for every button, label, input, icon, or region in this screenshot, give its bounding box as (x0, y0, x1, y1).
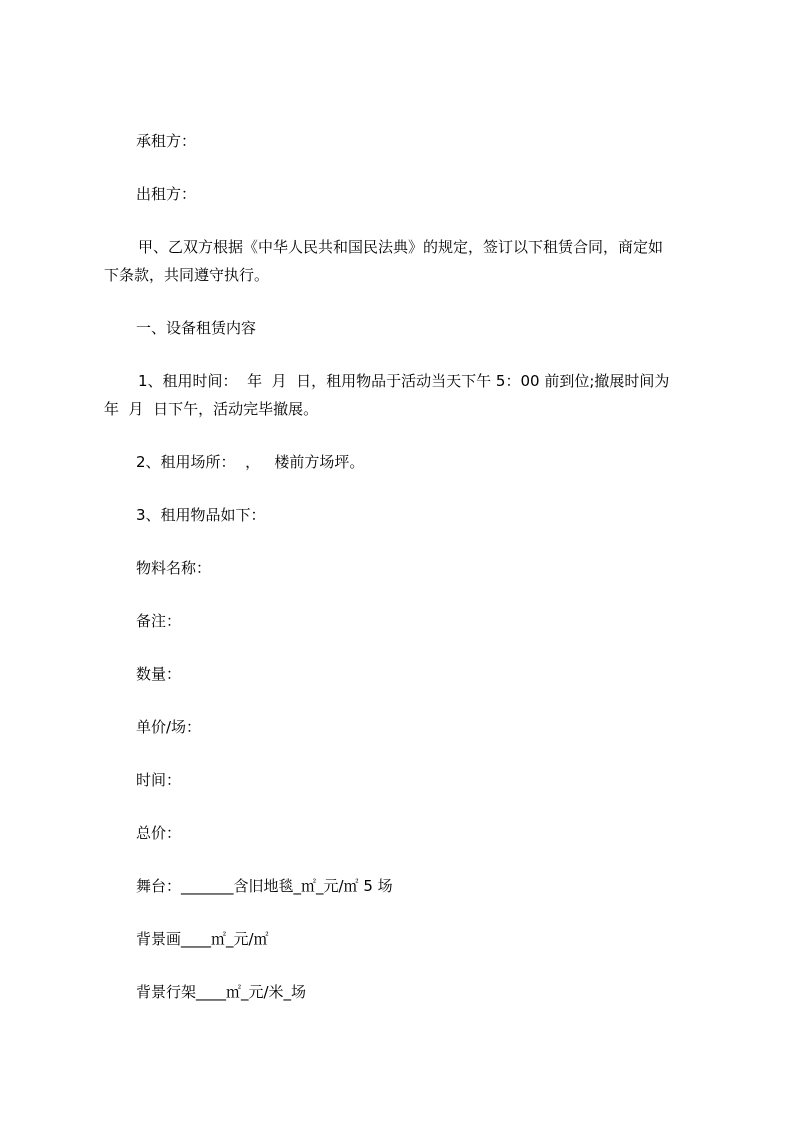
preamble-line-1: 甲、乙双方根据《中华人民共和国民法典》的规定，签订以下租赁合同，商定如 (138, 238, 664, 256)
field-time: 时间： (136, 771, 182, 789)
item-2-rental-venue: 2、租用场所： ， 楼前方场坪。 (136, 453, 365, 471)
field-quantity: 数量： (136, 665, 182, 683)
rental-backdrop: 背景画____㎡_元/㎡ (136, 930, 269, 948)
preamble-line-2: 下条款，共同遵守执行。 (104, 266, 270, 284)
lessee-label: 承租方： (136, 132, 197, 150)
item-1-line-2: 年 月 日下午，活动完毕撤展。 (104, 400, 319, 418)
rental-stage: 舞台：_______含旧地毯_㎡_元/㎡ 5 场 (136, 877, 393, 895)
item-1-line-1: 1、租用时间： 年 月 日，租用物品于活动当天下午 5：00 前到位;撤展时间为 (138, 372, 670, 390)
item-3-rental-items: 3、租用物品如下： (136, 506, 266, 524)
section-1-heading: 一、设备租赁内容 (136, 319, 257, 337)
field-remarks: 备注： (136, 612, 182, 630)
field-unit-price: 单价/场： (136, 718, 202, 736)
lessor-label: 出租方： (136, 185, 197, 203)
field-material-name: 物料名称： (136, 559, 212, 577)
field-total-price: 总价： (136, 824, 182, 842)
rental-backdrop-frame: 背景行架____㎡_元/米_场 (136, 983, 307, 1001)
